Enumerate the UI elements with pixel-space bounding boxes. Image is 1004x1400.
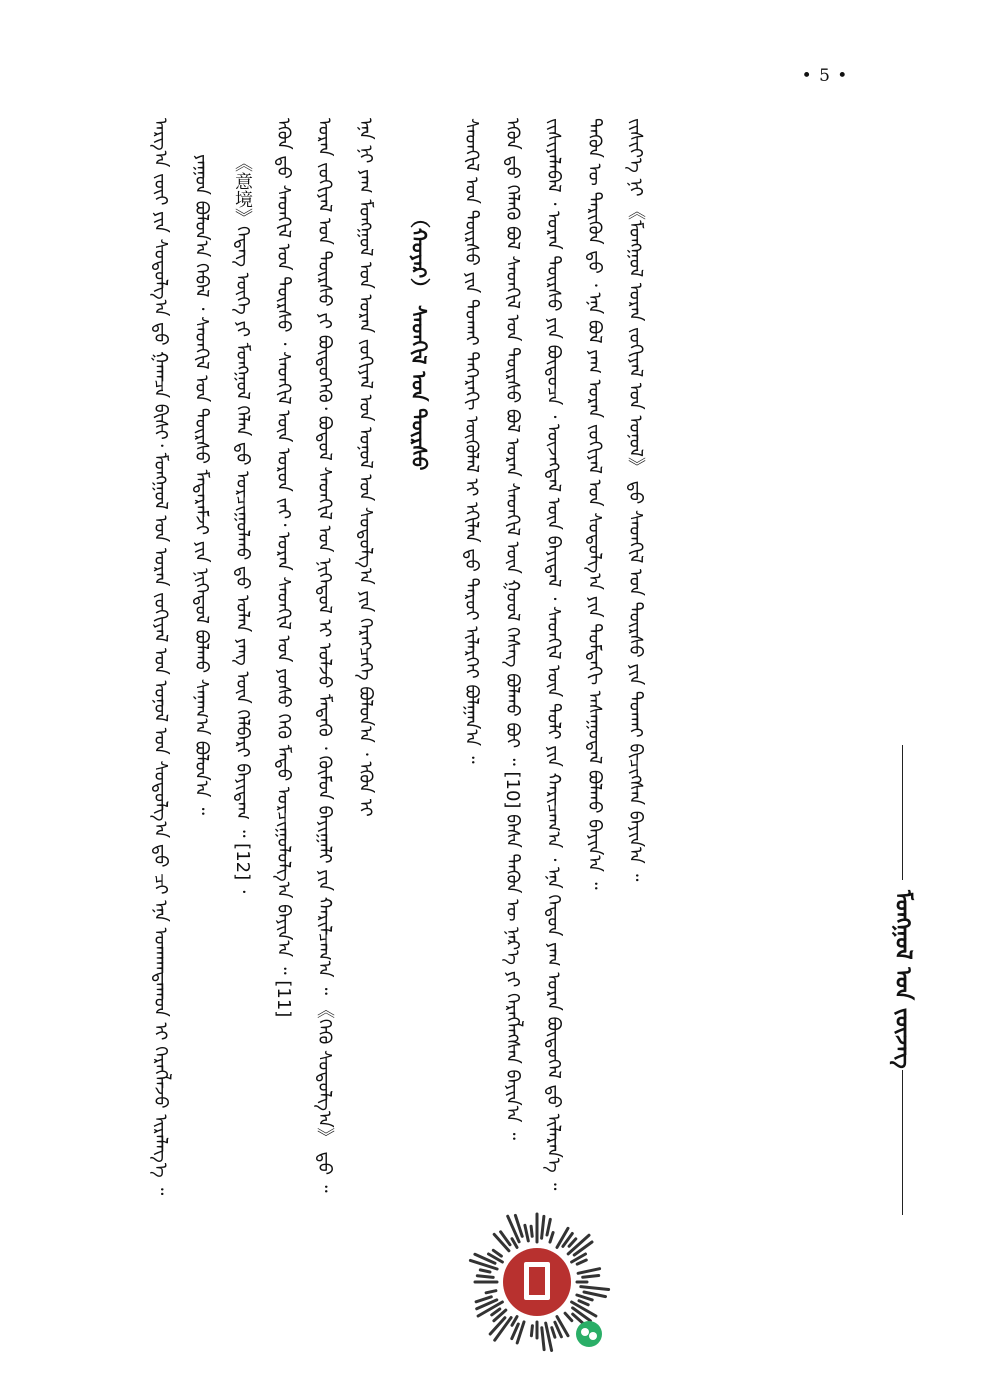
- qr-code-badge[interactable]: [462, 1207, 612, 1357]
- body-paragraph: ᠰᠡᠳᠬᠢᠯ ᠤᠨ ᠳᠦᠷᠰᠦ ᠶᠢᠨ ᠲᠤᠬᠠᠢ ᠳᠡᠭᠡᠷᠡᠬᠢ ᠥᠭᠦᠯᠡᠯ ᠢ ᠡᠬᠢᠯᠡᠨ ᠳ᠋ᠦ᠍ ᠳᠠᠷᠤᠢ ᠢᠯᠡᠷᠬᠡᠢ ᠪᠣᠯᠭᠠᠨ᠎ᠠ ᠃: [461, 118, 482, 764]
- wechat-badge-icon: [576, 1321, 602, 1347]
- running-head-rule-bottom: [902, 1070, 903, 1215]
- qr-dash: [492, 1309, 500, 1315]
- body-paragraph: ᠡᠭᠦᠨ ᠳ᠋ᠦ᠍ ᠰᠡᠳᠬᠢᠯ ᠤᠨ ᠳᠦᠷᠰᠦ ᠂ ᠰᠡᠳᠬᠢᠯ ᠦᠨ ᠣᠷᠣᠨ ᠵᠠᠶ᠂ ᠤᠷᠠᠨ ᠰᠡᠳᠬᠢᠯ ᠤᠨ ᠶᠣᠰᠣ ᠭᠡᠬᠦ ᠮᠡᠲᠦ ᠣᠷᠴᠢᠭᠤᠯᠤᠯᠭ᠎ᠠ ᠪᠠᠶᠢᠨ᠎ᠠ ᠃ [11]: [273, 118, 294, 1018]
- body-paragraph: ᠡᠭᠦᠨ ᠳ᠋ᠦ᠍ ᠬᠡᠯᠡᠬᠦ ᠪᠣᠯ ᠰᠡᠳᠬᠢᠯ ᠤᠨ ᠳᠦᠷᠰᠦ ᠪᠣᠯ ᠤᠷᠠᠨ ᠰᠡᠳᠬᠢᠯ ᠦᠨ ᠭᠣᠣᠯ ᠬᠡᠰᠡᠭ ᠪᠣᠯᠬᠤ ᠪᠤᠢ ᠃ [10] ᠪᠠᠰᠠ ᠲᠡᠭᠦᠨ ᠦ ᠨᠡᠷ᠎ᠡ ᠶᠢ ᠬᠡᠷᠡᠭᠯᠡᠭᠰᠡᠨ ᠪᠠᠶᠢᠨ᠎ᠠ ᠃: [502, 118, 523, 1141]
- body-paragraph: ᠠᠷᠭ᠎ᠠ ᠵᠦᠢ ᠶᠢᠨ ᠰᠤᠳᠤᠯᠭ᠎ᠠ ᠳ᠋ᠤ᠌ ᠭᠠᠭᠴᠠ ᠪᠢᠰᠢ᠂ ᠮᠣᠩᠭᠣᠯ ᠤᠨ ᠤᠷᠠᠨ ᠵᠣᠬᠢᠶᠠᠯ ᠤᠨ ᠣᠨᠣᠯ ᠤᠨ ᠰᠤᠳᠤᠯᠭ᠎ᠠ ᠳ᠋ᠤ᠌ ᠴᠢ ᠡᠨᠡ ᠤᠬᠠᠭᠳᠠᠬᠤᠨ ᠢ ᠬᠡᠷᠡᠭᠯᠡᠵᠦ ᠢᠷᠡᠯᠡᠭ᠎ᠡ ᠃: [150, 118, 171, 1196]
- body-paragraph: ᠲᠡᠭᠦᠨ ᠦ ᠲᠡᠷᠢᠭᠦᠨ ᠳ᠋ᠦ᠍ ᠂ ᠡᠨᠡ ᠪᠣᠯ ᠶᠠᠭ ᠤᠷᠠᠨ ᠵᠣᠬᠢᠶᠠᠯ ᠤᠨ ᠰᠤᠳᠤᠯᠭ᠎ᠠ ᠶᠢᠨ ᠳᠤᠮᠳᠠᠬᠢ ᠠᠰᠠᠭᠤᠳᠠᠯ ᠪᠣᠯᠬᠤ ᠪᠠᠶᠢᠨ᠎ᠠ ᠃: [584, 118, 605, 890]
- qr-dash: [583, 1276, 599, 1278]
- running-head: [878, 745, 918, 1215]
- qr-dash: [531, 1326, 532, 1336]
- qr-dash: [581, 1287, 609, 1290]
- running-head-rule-top: [902, 745, 903, 880]
- qr-dash: [552, 1328, 555, 1338]
- mini-program-qr-code-icon: [462, 1207, 612, 1357]
- main-text-block: [140, 118, 780, 1288]
- qr-dash: [493, 1250, 501, 1256]
- qr-dash: [550, 1233, 553, 1243]
- qr-dash: [584, 1292, 606, 1297]
- body-paragraph: ᠤᠷᠠᠨ ᠵᠣᠬᠢᠶᠠᠯ ᠤᠨ ᠳᠦᠷᠰᠦ ᠶᠢ ᠪᠦᠲᠦᠭᠡᠬᠦ᠂ ᠪᠤᠳᠤᠯ ᠰᠡᠳᠬᠢᠯ ᠤᠨ ᠨᠢᠭᠡᠳᠦᠯ ᠢ ᠣᠯᠵᠤ ᠮᠡᠳᠡᠬᠦ ᠂ ᠬᠦᠮᠦᠨ ᠪᠠᠶᠢᠭᠠᠯᠢ ᠶᠢᠨ ᠬᠠᠷᠢᠯᠴᠠᠭ᠎ᠠ ᠃ 《ᠭᠡᠬᠦ ᠰᠤᠳᠤᠯᠭ᠎ᠠ》 ᠳ᠋ᠤ᠌ ᠃: [314, 118, 335, 1193]
- qr-dash: [542, 1328, 544, 1350]
- qr-dash: [574, 1242, 592, 1255]
- body-paragraph: ᠵᠢᠱᠢᠶᠡᠯᠡᠪᠡᠯ ᠂ ᠤᠷᠠᠨ ᠳᠦᠷᠰᠦ ᠶᠢᠨ ᠪᠦᠲᠦᠴᠡ ᠂ ᠦᠵᠡᠭᠳᠡᠯ ᠦᠨ ᠪᠠᠶᠢᠳᠠᠯ ᠂ ᠰᠡᠳᠬᠢᠯ ᠦᠨ ᠲᠣᠯᠢ ᠶᠢᠨ ᠬᠠᠷᠢᠴᠠᠭ᠎ᠠ ᠂ ᠡᠨᠡ ᠬᠡᠳᠦᠨ ᠶᠠᠭ ᠤᠷᠠᠨ ᠪᠦᠲᠦᠭᠡᠯ ᠳ᠋ᠦ᠍ ᠢᠯᠡᠷᠡᠨ᠎ᠡ ᠃: [543, 118, 564, 1191]
- qr-dash: [480, 1270, 490, 1272]
- page-number: • 5 •: [801, 66, 849, 86]
- qr-dash: [542, 1216, 544, 1238]
- qr-dash: [477, 1276, 493, 1278]
- qr-dash: [565, 1313, 572, 1320]
- qr-dash: [577, 1295, 592, 1300]
- qr-dash: [512, 1239, 517, 1248]
- qr-dash: [486, 1291, 496, 1293]
- qr-dash: [577, 1260, 586, 1264]
- body-paragraph: ᠡᠨᠡ ᠨᠢ ᠶᠠᠭ ᠮᠣᠩᠭᠣᠯ ᠤᠨ ᠤᠷᠠᠨ ᠵᠣᠬᠢᠶᠠᠯ ᠤᠨ ᠣᠨᠣᠯ ᠤᠨ ᠰᠤᠳᠤᠯᠭ᠎ᠠ ᠶᠢᠨ ᠬᠡᠷᠡᠭᠴᠡᠭᠡ ᠪᠣᠯᠤᠨ᠎ᠠ ᠂ ᠡᠭᠦᠨ ᠢ: [355, 118, 376, 817]
- qr-dash: [512, 1317, 517, 1326]
- section-heading: （ᠬᠣᠶᠠᠷ） ᠰᠡᠳᠬᠢᠯ ᠤᠨ ᠳᠦᠷᠰᠦ: [407, 208, 431, 471]
- qr-dash: [531, 1226, 532, 1236]
- qr-dash: [579, 1301, 588, 1305]
- qr-dash: [569, 1239, 576, 1246]
- qr-dash: [525, 1225, 528, 1241]
- body-paragraph: ᠶᠠᠭᠤᠨ ᠪᠤᠯᠤᠨ᠎ᠠ ᠭᠡᠪᠡᠯ ᠂ ᠰᠡᠳᠬᠢᠯ ᠤᠨ ᠳᠦᠷᠰᠦ ᠮᠡᠳᠡᠷᠡᠮᠵᠢ ᠶᠢᠨ ᠨᠢᠭᠡᠳᠦᠯ ᠪᠣᠯᠬᠤ ᠰᠠᠨᠠᠭ᠎ᠠ ᠪᠣᠯᠤᠨ᠎ᠠ ᠃: [191, 154, 212, 815]
- body-paragraph: ᠵᠢᠱᠢᠶ᠎ᠡ ᠨᠢ 《ᠮᠣᠩᠭᠣᠯ ᠤᠷᠠᠨ ᠵᠣᠬᠢᠶᠠᠯ ᠤᠨ ᠣᠨᠣᠯ》 ᠳ᠋ᠤ᠌ ᠰᠡᠳᠬᠢᠯ ᠤᠨ ᠳᠦᠷᠰᠦ ᠶᠢᠨ ᠲᠤᠬᠠᠢ ᠪᠢᠴᠢᠭᠰᠡᠨ ᠪᠠᠶᠢᠨ᠎ᠠ ᠃: [625, 118, 646, 882]
- body-paragraph: 《意境》ᠭᠡᠳᠡᠭ ᠦᠭᠡ ᠶᠢ ᠮᠣᠩᠭᠣᠯ ᠬᠡᠯᠡᠨ ᠳ᠋ᠦ᠍ ᠣᠷᠴᠢᠭᠤᠯᠬᠤ ᠳ᠋ᠤ᠌ ᠣᠯᠠᠨ ᠶᠠᠩ ᠦᠨ ᠬᠡᠯᠪᠡᠷᠢ ᠪᠠᠶᠢᠳᠠᠭ ᠃ [12] ᠂: [232, 154, 253, 894]
- qr-dash: [476, 1297, 491, 1302]
- running-head-title: ᠮᠣᠩᠭᠣᠯ ᠤᠨ ᠵᠦᠵᠡᠭ: [890, 890, 915, 1069]
- qr-dash: [547, 1219, 550, 1235]
- qr-dash: [578, 1269, 600, 1274]
